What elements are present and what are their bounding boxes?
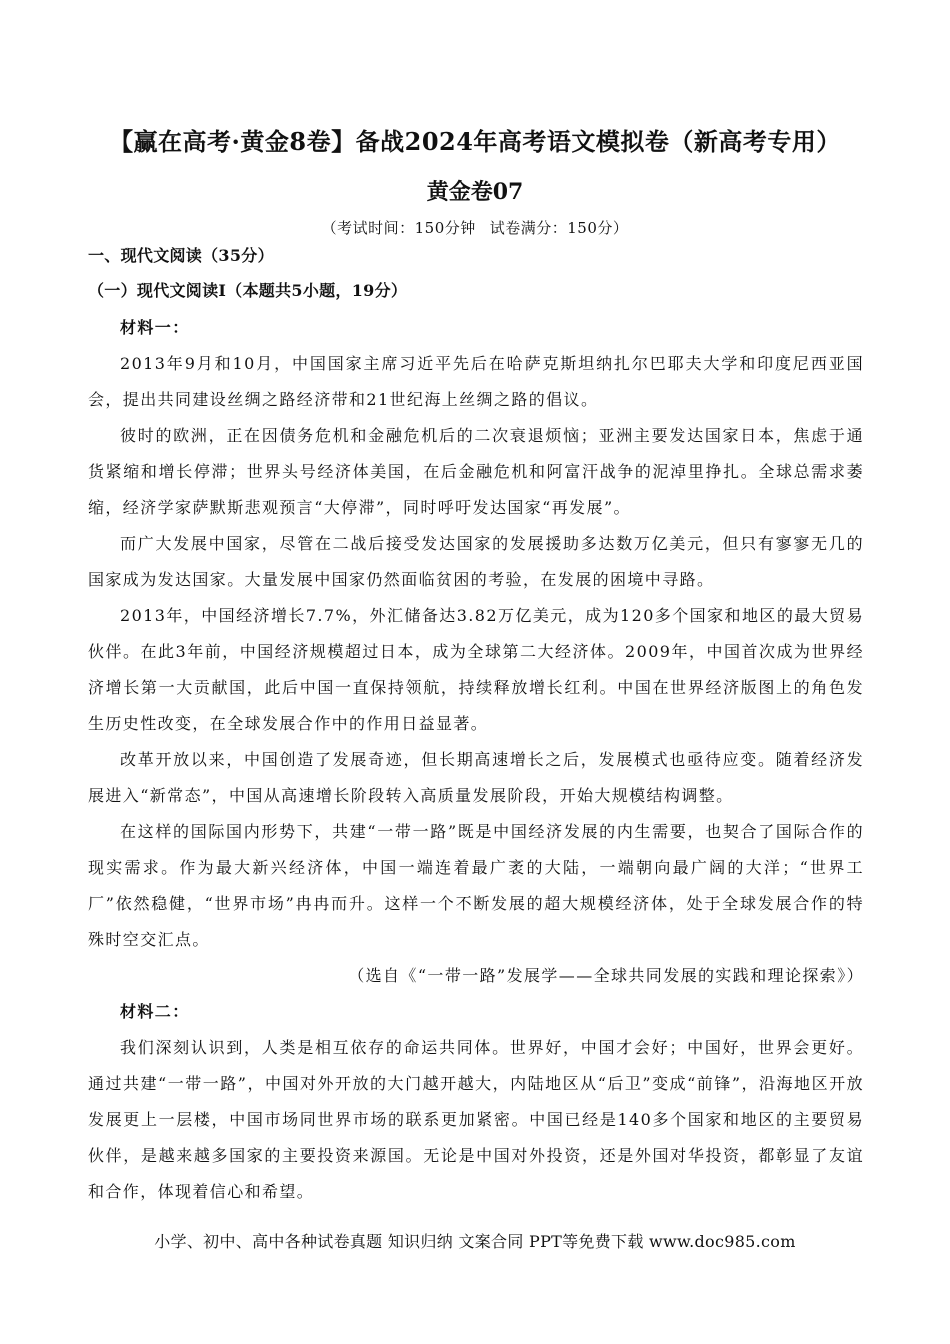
subsection-heading: （一）现代文阅读Ⅰ（本题共5小题，19分） [88, 281, 408, 300]
exam-score: 试卷满分：150分） [489, 219, 629, 237]
section-heading: 一、现代文阅读（35分） [88, 246, 274, 265]
material-two-label: 材料二： [120, 1002, 190, 1021]
material-one-label: 材料一： [120, 318, 190, 337]
paragraph: 我们深刻认识到，人类是相互依存的命运共同体。世界好，中国才会好；中国好，世界会更好。通过共建“一带一路”，中国对外开放的大门越开越大，内陆地区从“后卫”变成“前锋”，沿海地区开放发展更上一层楼，中国市场同世界市场的联系更加紧密。中国已经是140多个国家和地区的主要贸易伙伴，是越来越多国家的主要投资来源国。无论是中国对外投资，还是外国对华投资，都彰显了友谊和合作，体现着信心和希望。 [88, 1038, 864, 1201]
document-subtitle: 黄金卷07 [426, 179, 524, 205]
paragraph: 2013年9月和10月，中国国家主席习近平先后在哈萨克斯坦纳扎尔巴耶夫大学和印度尼西亚国会，提出共同建设丝绸之路经济带和21世纪海上丝绸之路的倡议。 [88, 354, 864, 409]
document-title: 【赢在高考·黄金8卷】备战2024年高考语文模拟卷（新高考专用） [109, 127, 841, 156]
paragraph: 2013年，中国经济增长7.7%，外汇储备达3.82万亿美元，成为120多个国家和地区的最大贸易伙伴。在此3年前，中国经济规模超过日本，成为全球第二大经济体。2009年，中国首次成为世界经济增长第一大贡献国，此后中国一直保持领航，持续释放增长红利。中国在世界经济版图上的角色发生历史性改变，在全球发展合作中的作用日益显著。 [88, 606, 864, 733]
exam-time: （考试时间：150分钟 [321, 219, 476, 237]
paragraph: 改革开放以来，中国创造了发展奇迹，但长期高速增长之后，发展模式也亟待应变。随着经济发展进入“新常态”，中国从高速增长阶段转入高质量发展阶段，开始大规模结构调整。 [88, 750, 864, 805]
exam-info [0, 217, 950, 238]
paragraph: 彼时的欧洲，正在因债务危机和金融危机后的二次衰退烦恼；亚洲主要发达国家日本，焦虑于通货紧缩和增长停滞；世界头号经济体美国，在后金融危机和阿富汗战争的泥淖里挣扎。全球总需求萎缩，经济学家萨默斯悲观预言“大停滞”，同时呼吁发达国家“再发展”。 [88, 426, 864, 517]
footer-link[interactable]: 小学、初中、高中各种试卷真题 知识归纳 文案合同 PPT等免费下载 www.doc985.com [154, 1232, 796, 1251]
paragraph: 而广大发展中国家，尽管在二战后接受发达国家的发展援助多达数万亿美元，但只有寥寥无几的国家成为发达国家。大量发展中国家仍然面临贫困的考验，在发展的困境中寻路。 [88, 534, 864, 589]
reading-content [88, 310, 864, 1210]
source-citation: （选自《“一带一路”发展学——全球共同发展的实践和理论探索》） [348, 966, 864, 985]
paragraph: 在这样的国际国内形势下，共建“一带一路”既是中国经济发展的内生需要，也契合了国际合作的现实需求。作为最大新兴经济体，中国一端连着最广袤的大陆，一端朝向最广阔的大洋；“世界工厂”依然稳健，“世界市场”冉冉而升。这样一个不断发展的超大规模经济体，处于全球发展合作的特殊时空交汇点。 [88, 822, 864, 949]
